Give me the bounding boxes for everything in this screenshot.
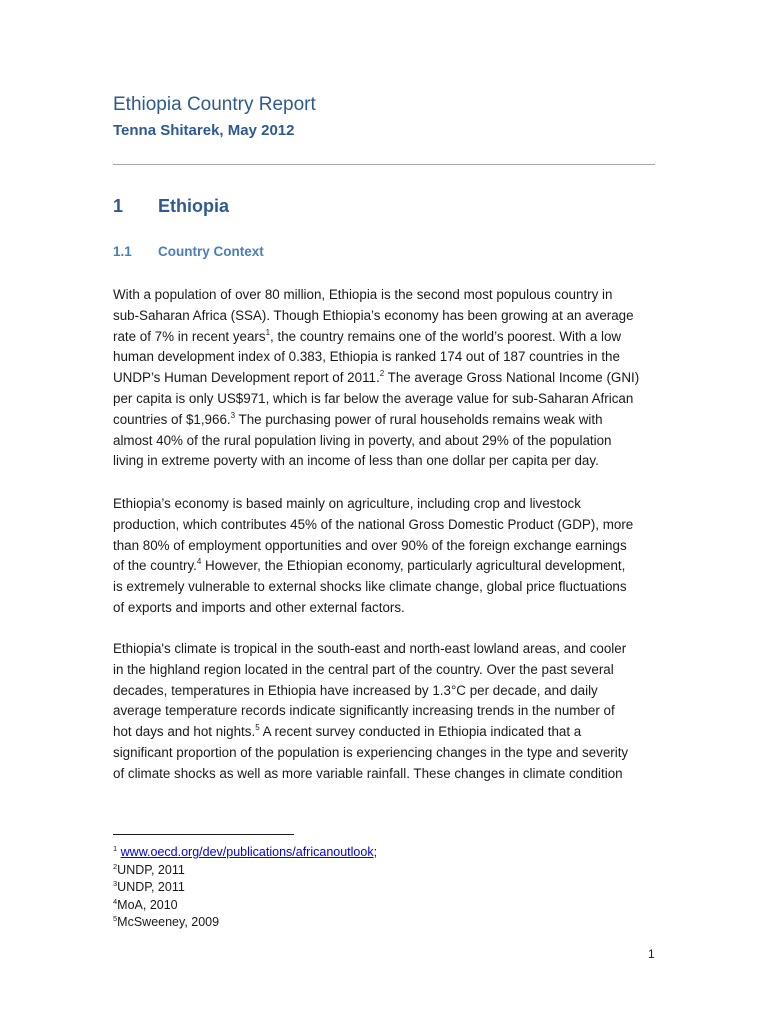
text-line (113, 306, 673, 327)
report-title: Ethiopia Country Report (113, 94, 316, 115)
text-segment: UNDP’s Human Development report of 2011. (113, 370, 380, 386)
text-segment: per capita is only US$971, which is far below the average value for sub-Saharan African (113, 390, 634, 406)
footnote-item (113, 914, 377, 932)
text-segment: hot days and hot nights. (113, 724, 256, 740)
text-segment: of the country. (113, 558, 197, 574)
report-author-date: Tenna Shitarek, May 2012 (113, 122, 295, 139)
footnote-link[interactable]: www.oecd.org/dev/publications/africanoutlook (120, 845, 374, 859)
text-line (113, 743, 673, 764)
text-line (113, 660, 673, 681)
footnote-ref: 5 (255, 723, 260, 733)
text-line (113, 598, 673, 619)
text-segment: With a population of over 80 million, Ethiopia is the second most populous country in (113, 287, 613, 302)
text-segment: The purchasing power of rural households remains weak with (235, 411, 603, 427)
text-segment: sub-Saharan Africa (SSA). Though Ethiopia’s economy has been growing at an average (113, 307, 634, 323)
footnote-item (113, 844, 377, 862)
footnote-item (113, 879, 377, 897)
text-line (113, 639, 673, 660)
footnote-text: UNDP, 2011 (117, 880, 185, 895)
footnote-mark: 5 (113, 914, 118, 924)
footnote-text: ; (373, 845, 378, 859)
text-line (113, 556, 673, 577)
footnote-ref: 3 (230, 410, 236, 420)
footnote-ref: 2 (379, 369, 385, 379)
text-segment: is extremely vulnerable to external shocks like climate change, global price fluctuations (113, 579, 627, 595)
text-segment: , the country remains one of the world’s poorest. With a low (270, 328, 622, 344)
paragraph-climate (113, 639, 673, 785)
text-segment: Ethiopia's climate is tropical in the south-east and north-east lowland areas, and cooler (113, 641, 627, 656)
text-segment: Ethiopia’s economy is based mainly on agriculture, including crop and livestock (113, 496, 581, 511)
footnote-mark: 2 (113, 861, 118, 871)
text-line (113, 681, 673, 702)
footnote-ref: 4 (196, 557, 202, 567)
text-segment: rate of 7% in recent years (113, 328, 266, 344)
footnote-mark: 1 (113, 844, 118, 853)
text-line (113, 431, 673, 452)
section-number: 1 (113, 196, 124, 216)
text-segment: The average Gross National Income (GNI) (384, 370, 640, 386)
text-line (113, 764, 673, 785)
footnote-text: McSweeney, 2009 (117, 915, 220, 930)
footnote-text: UNDP, 2011 (117, 862, 185, 877)
text-line (113, 515, 673, 536)
text-line (113, 701, 673, 722)
text-segment: of exports and imports and other external factors. (113, 599, 405, 615)
footnote-separator (113, 834, 294, 835)
paragraph-population (113, 285, 673, 472)
text-line (113, 368, 673, 389)
subsection-title: Country Context (158, 244, 264, 259)
footnote-mark: 4 (113, 896, 118, 906)
section-title: Ethiopia (158, 196, 229, 216)
text-line (113, 494, 673, 515)
text-line (113, 389, 673, 410)
text-line (113, 536, 673, 557)
footnote-item (113, 862, 377, 880)
footnotes (113, 844, 377, 932)
page-number: 1 (648, 947, 655, 961)
text-segment: significant proportion of the population is experiencing changes in the type and severity (113, 744, 629, 760)
footnote-ref: 1 (265, 327, 271, 337)
section-heading (113, 196, 229, 217)
text-segment: However, the Ethiopian economy, particularly agricultural development, (201, 558, 626, 574)
text-segment: production, which contributes 45% of the national Gross Domestic Product (GDP), more (113, 516, 634, 532)
text-line (113, 451, 673, 472)
subsection-heading (113, 244, 264, 259)
subsection-number: 1.1 (113, 244, 132, 259)
footnote-text: MoA, 2010 (117, 897, 178, 912)
text-segment: A recent survey conducted in Ethiopia indicated that a (259, 724, 582, 740)
text-line (113, 347, 673, 368)
text-line (113, 327, 673, 348)
footnote-mark: 3 (113, 879, 118, 889)
text-line (113, 285, 673, 306)
text-line (113, 722, 673, 743)
text-segment: than 80% of employment opportunities and over 90% of the foreign exchange earnings (113, 537, 627, 553)
footnote-item (113, 897, 377, 915)
text-segment: decades, temperatures in Ethiopia have increased by 1.3°C per decade, and daily (113, 682, 598, 698)
text-line (113, 410, 673, 431)
text-segment: living in extreme poverty with an income of less than one dollar per capita per day. (113, 453, 599, 469)
title-divider (113, 164, 655, 165)
text-segment: countries of $1,966. (113, 411, 231, 427)
paragraph-economy (113, 494, 673, 619)
text-segment: average temperature records indicate significantly increasing trends in the number of (113, 703, 615, 719)
text-segment: of climate shocks as well as more variable rainfall. These changes in climate condition (113, 765, 623, 781)
text-segment: almost 40% of the rural population living in poverty, and about 29% of the population (113, 432, 612, 448)
text-segment: human development index of 0.383, Ethiopia is ranked 174 out of 187 countries in the (113, 349, 620, 365)
text-segment: in the highland region located in the central part of the country. Over the past several (113, 661, 614, 677)
text-line (113, 577, 673, 598)
